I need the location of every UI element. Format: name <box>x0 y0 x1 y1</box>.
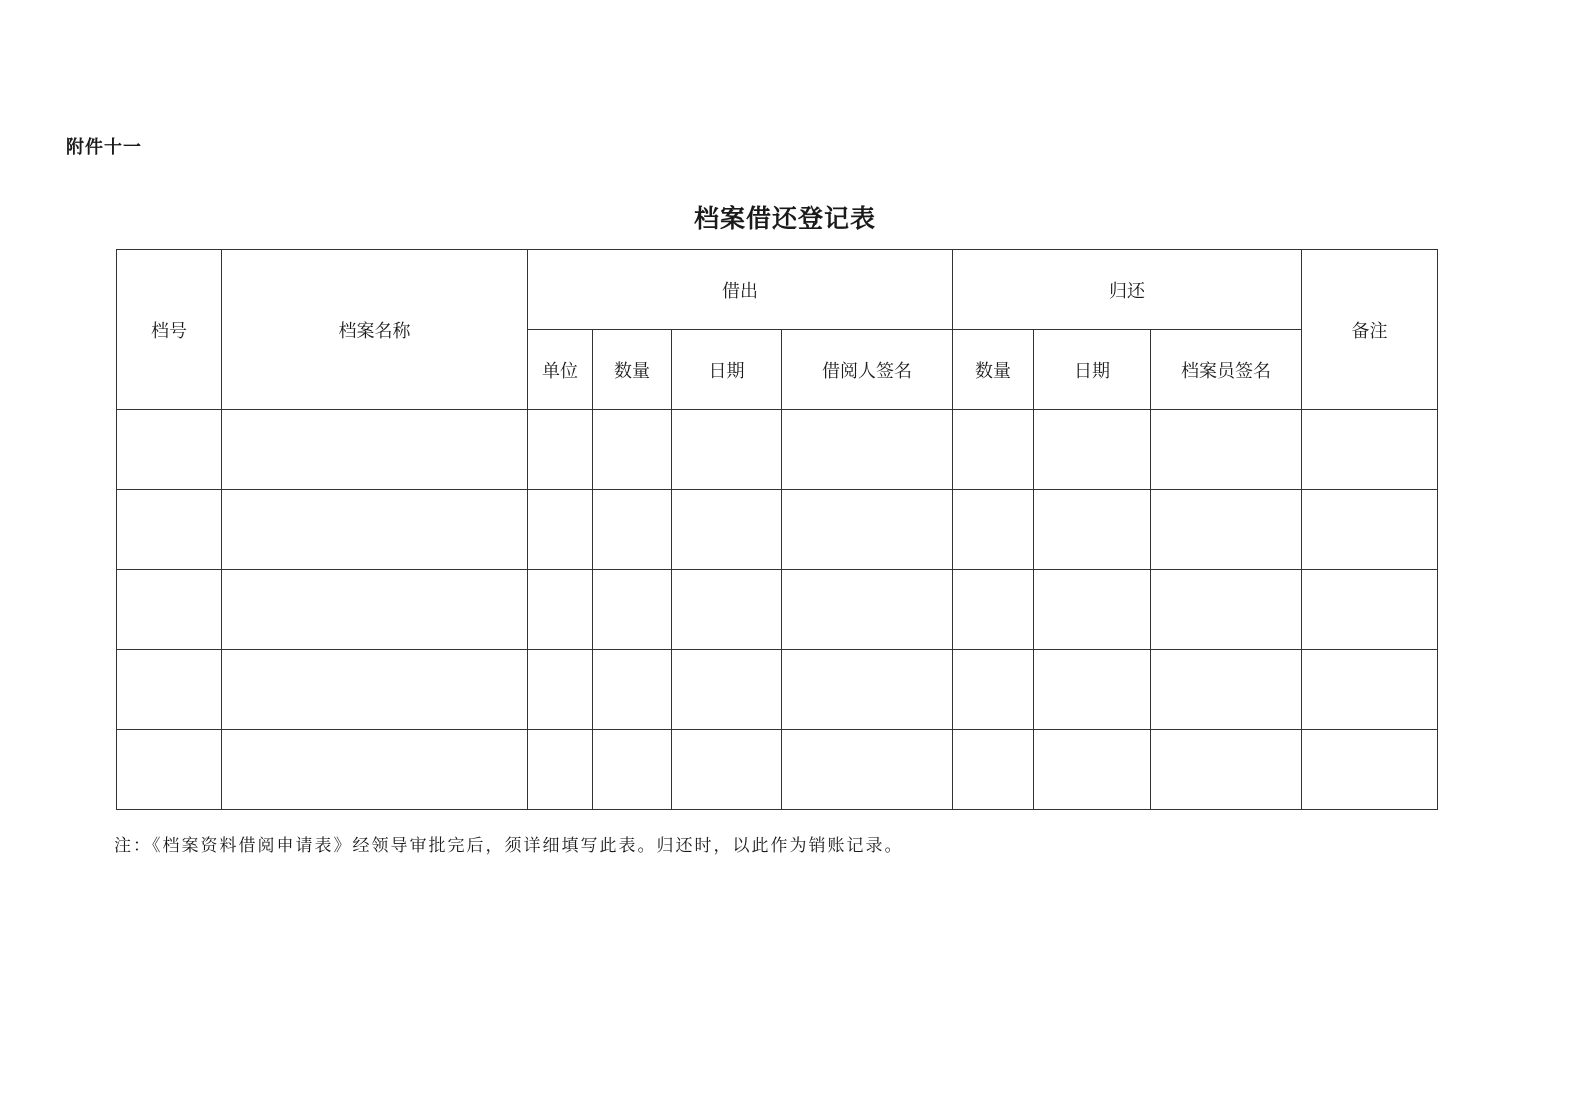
cell-return-date[interactable] <box>1034 650 1151 730</box>
cell-remarks[interactable] <box>1302 490 1438 570</box>
cell-archivist-signature[interactable] <box>1151 650 1302 730</box>
cell-borrow-unit[interactable] <box>528 650 593 730</box>
cell-file-name[interactable] <box>222 410 528 490</box>
cell-borrower-signature[interactable] <box>782 650 953 730</box>
header-file-name: 档案名称 <box>222 250 528 410</box>
header-return-quantity: 数量 <box>953 330 1034 410</box>
header-archivist-signature: 档案员签名 <box>1151 330 1302 410</box>
cell-file-no[interactable] <box>117 570 222 650</box>
cell-file-name[interactable] <box>222 650 528 730</box>
header-return-date: 日期 <box>1034 330 1151 410</box>
attachment-label: 附件十一 <box>66 137 142 158</box>
cell-return-quantity[interactable] <box>953 570 1034 650</box>
cell-borrow-quantity[interactable] <box>593 570 672 650</box>
cell-file-no[interactable] <box>117 490 222 570</box>
cell-return-date[interactable] <box>1034 730 1151 810</box>
header-group-return: 归还 <box>953 250 1302 330</box>
cell-return-quantity[interactable] <box>953 650 1034 730</box>
table-row <box>117 650 1438 730</box>
cell-borrow-unit[interactable] <box>528 570 593 650</box>
table-row <box>117 730 1438 810</box>
table-row <box>117 410 1438 490</box>
header-file-no: 档号 <box>117 250 222 410</box>
header-borrower-signature: 借阅人签名 <box>782 330 953 410</box>
cell-remarks[interactable] <box>1302 730 1438 810</box>
cell-remarks[interactable] <box>1302 410 1438 490</box>
borrow-return-register-table <box>116 249 1438 810</box>
cell-remarks[interactable] <box>1302 650 1438 730</box>
cell-borrower-signature[interactable] <box>782 570 953 650</box>
cell-borrow-date[interactable] <box>672 490 782 570</box>
cell-borrow-unit[interactable] <box>528 410 593 490</box>
cell-borrower-signature[interactable] <box>782 490 953 570</box>
cell-return-quantity[interactable] <box>953 490 1034 570</box>
cell-return-quantity[interactable] <box>953 410 1034 490</box>
cell-borrow-date[interactable] <box>672 410 782 490</box>
cell-borrower-signature[interactable] <box>782 730 953 810</box>
header-borrow-quantity: 数量 <box>593 330 672 410</box>
header-borrow-unit: 单位 <box>528 330 593 410</box>
cell-file-no[interactable] <box>117 410 222 490</box>
cell-borrow-unit[interactable] <box>528 490 593 570</box>
cell-return-date[interactable] <box>1034 490 1151 570</box>
cell-borrow-quantity[interactable] <box>593 410 672 490</box>
header-borrow-date: 日期 <box>672 330 782 410</box>
cell-borrow-date[interactable] <box>672 730 782 810</box>
cell-archivist-signature[interactable] <box>1151 570 1302 650</box>
cell-file-name[interactable] <box>222 570 528 650</box>
table-row <box>117 570 1438 650</box>
cell-archivist-signature[interactable] <box>1151 410 1302 490</box>
cell-return-date[interactable] <box>1034 570 1151 650</box>
cell-borrow-unit[interactable] <box>528 730 593 810</box>
cell-file-no[interactable] <box>117 650 222 730</box>
cell-borrower-signature[interactable] <box>782 410 953 490</box>
cell-return-quantity[interactable] <box>953 730 1034 810</box>
header-remarks: 备注 <box>1302 250 1438 410</box>
cell-borrow-quantity[interactable] <box>593 650 672 730</box>
cell-borrow-date[interactable] <box>672 650 782 730</box>
cell-file-no[interactable] <box>117 730 222 810</box>
cell-remarks[interactable] <box>1302 570 1438 650</box>
cell-file-name[interactable] <box>222 490 528 570</box>
cell-borrow-quantity[interactable] <box>593 730 672 810</box>
cell-archivist-signature[interactable] <box>1151 490 1302 570</box>
cell-archivist-signature[interactable] <box>1151 730 1302 810</box>
table-row <box>117 490 1438 570</box>
header-group-borrow: 借出 <box>528 250 953 330</box>
cell-borrow-date[interactable] <box>672 570 782 650</box>
cell-borrow-quantity[interactable] <box>593 490 672 570</box>
cell-return-date[interactable] <box>1034 410 1151 490</box>
page-title: 档案借还登记表 <box>693 204 876 233</box>
footer-note: 注：《档案资料借阅申请表》经领导审批完后，须详细填写此表。归还时，以此作为销账记录。 <box>114 836 904 856</box>
cell-file-name[interactable] <box>222 730 528 810</box>
